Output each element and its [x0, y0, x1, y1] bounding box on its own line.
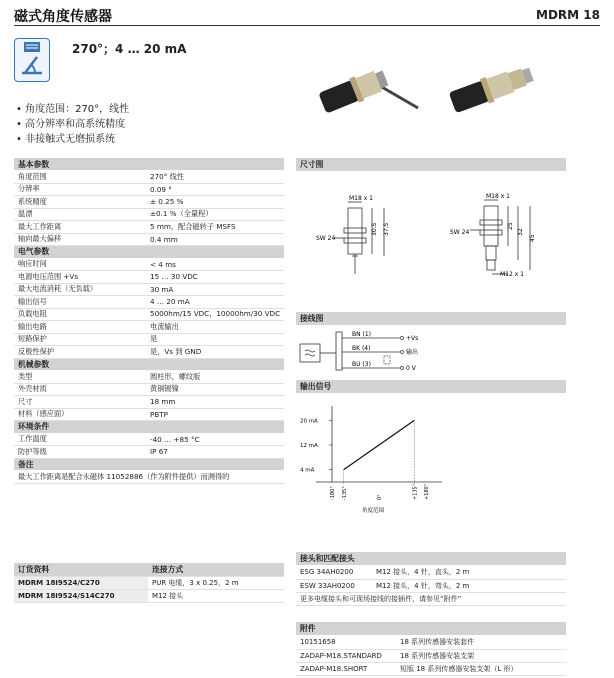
model-number: MDRM 18: [536, 8, 600, 22]
terminal-label: 0 V: [406, 365, 416, 372]
table-row: [296, 636, 566, 649]
spec-value: 电流输出: [146, 321, 284, 334]
spec-value: 18 mm: [146, 396, 284, 409]
x-tick-label: -180°: [330, 486, 336, 500]
right-connector-label: M12 x 1: [500, 271, 524, 278]
angle-sensor-icon: [14, 38, 50, 82]
spec-value: PBTP: [146, 408, 284, 421]
accessory-desc: 18 系列传感器安装支架: [396, 649, 566, 662]
terminal-label: +Vs: [406, 335, 419, 342]
connectors-table: [296, 566, 566, 606]
wire-label: BU (3): [352, 361, 371, 368]
chart-title: 输出信号: [296, 380, 566, 393]
spec-section: 环境条件: [14, 421, 284, 434]
table-row: [296, 592, 566, 605]
spec-value: 圆柱形，螺纹版: [146, 371, 284, 384]
accessory-desc: 18 系列传感器安装套件: [396, 636, 566, 649]
right-dim-3: 45: [529, 234, 536, 242]
connector-desc: M12 接头，4 针，直头，2 m: [372, 566, 566, 579]
output-signal-chart: [296, 400, 456, 520]
spec-key: 短路保护: [14, 333, 146, 346]
spec-key: 工作温度: [14, 433, 146, 446]
dimension-title: 尺寸图: [296, 158, 566, 171]
x-axis-label: 角度范围: [362, 508, 385, 514]
accessory-code: ZADAP-M18.STANDARD: [296, 649, 396, 662]
spec-key: 尺寸: [14, 396, 146, 409]
feature-item: • 非接触式无磨损系统: [16, 132, 129, 147]
x-tick-label: +135°: [412, 483, 419, 500]
spec-value: 是: [146, 333, 284, 346]
table-row: [14, 576, 284, 589]
spec-key: 轴向最大偏移: [14, 233, 146, 246]
spec-note: 最大工作距离是配合永磁体 11052886（作为附件提供）而测得的: [14, 471, 284, 484]
spec-value: 0.4 mm: [146, 233, 284, 246]
spec-key: 温漂: [14, 208, 146, 221]
spec-key: 反极性保护: [14, 346, 146, 359]
spec-key: 负载电阻: [14, 308, 146, 321]
y-tick-label: 12 mA: [300, 443, 318, 449]
connector-code: ESG 34AH0200: [296, 566, 372, 579]
spec-key: 系统精度: [14, 196, 146, 209]
order-connection: PUR 电缆，3 x 0.25，2 m: [148, 576, 284, 589]
order-connection: M12 接头: [148, 589, 284, 602]
spec-key: 电源电压范围 +Vs: [14, 271, 146, 284]
left-thread-label: M18 x 1: [349, 195, 373, 202]
spec-key: 最大工作距离: [14, 221, 146, 234]
order-code: MDRM 18I9524/S14C270: [14, 589, 148, 602]
spec-value: 0.09 °: [146, 183, 284, 196]
spec-key: 类型: [14, 371, 146, 384]
spec-value: 15 … 30 VDC: [146, 271, 284, 284]
right-dim-2: 32: [517, 228, 524, 236]
spec-value: -40 … +85 °C: [146, 433, 284, 446]
spec-key: 最大电流消耗（无负载）: [14, 283, 146, 296]
x-tick-label: 0°: [377, 494, 383, 500]
feature-item: • 高分辨率和高系统精度: [16, 117, 129, 132]
order-header: 订货资料: [14, 563, 148, 576]
left-dim-2: 37.5: [383, 222, 390, 236]
spec-key: 角度范围: [14, 171, 146, 184]
spec-section: 电气参数: [14, 246, 284, 259]
y-tick-label: 20 mA: [300, 418, 318, 425]
y-tick-label: 4 mA: [300, 467, 315, 474]
spec-key: 材料（感应面）: [14, 408, 146, 421]
series-line: [344, 420, 415, 469]
x-tick-label: +180°: [424, 483, 430, 500]
left-dim-1: 30.5: [371, 222, 378, 236]
sensor-connector-photo: [440, 50, 550, 126]
spec-key: 输出信号: [14, 296, 146, 309]
spec-value: 是，Vs 到 GND: [146, 346, 284, 359]
spec-section: 基本参数: [14, 158, 284, 171]
right-thread-label: M18 x 1: [486, 193, 510, 200]
feature-list: [16, 102, 129, 147]
spec-key: 响应时间: [14, 258, 146, 271]
spec-section: 备注: [14, 458, 284, 471]
accessories-title: 附件: [296, 622, 566, 635]
spec-value: 30 mA: [146, 283, 284, 296]
connectors-title: 接头和匹配接头: [296, 552, 566, 565]
spec-key: 分辨率: [14, 183, 146, 196]
spec-value: 5 mm，配合磁转子 MSFS: [146, 221, 284, 234]
terminal-label: 输出: [406, 349, 419, 356]
right-sw-label: SW 24: [450, 229, 470, 236]
wire-label: BN (1): [352, 331, 372, 338]
order-table: [14, 563, 284, 603]
spec-value: IP 67: [146, 446, 284, 459]
wiring-diagram: [296, 328, 496, 374]
spec-value: 270° 线性: [146, 171, 284, 184]
spec-table: [14, 158, 284, 484]
connectors-note: 更多电缆接头和可现场接线的接插件，请参见“附件”: [296, 592, 566, 605]
feature-item: • 角度范围：270°，线性: [16, 102, 129, 117]
dimension-drawing: [296, 176, 576, 294]
order-header: 连接方式: [148, 563, 284, 576]
spec-section: 机械参数: [14, 358, 284, 371]
page-header: [14, 4, 600, 26]
accessory-desc: 短版 18 系列传感器安装支架（L 形）: [396, 662, 566, 675]
x-tick-label: -135°: [341, 486, 348, 500]
spec-value: 黄铜镀镍: [146, 383, 284, 396]
sensor-cable-photo: [308, 42, 420, 126]
connector-desc: M12 接头，4 针，弯头，2 m: [372, 579, 566, 592]
table-row: [296, 579, 566, 592]
spec-key: 防护等级: [14, 446, 146, 459]
spec-value: 4 … 20 mA: [146, 296, 284, 309]
subtitle: 270°；4 … 20 mA: [72, 42, 187, 56]
right-dim-1: 25: [507, 222, 514, 230]
table-row: [296, 662, 566, 675]
table-row: [296, 566, 566, 579]
accessories-table: [296, 636, 566, 676]
wiring-title: 接线图: [296, 312, 566, 325]
accessory-code: ZADAP-M18.SHORT: [296, 662, 396, 675]
table-row: [14, 589, 284, 602]
wire-label: BK (4): [352, 345, 371, 352]
spec-value: 5000hm/15 VDC，10000hm/30 VDC: [146, 308, 284, 321]
accessory-code: 10151658: [296, 636, 396, 649]
page-title: 磁式角度传感器: [14, 9, 112, 25]
order-code: MDRM 18I9524/C270: [14, 576, 148, 589]
spec-value: ± 0.25 %: [146, 196, 284, 209]
connector-code: ESW 33AH0200: [296, 579, 372, 592]
spec-value: < 4 ms: [146, 258, 284, 271]
spec-key: 输出电路: [14, 321, 146, 334]
left-sw-label: SW 24: [316, 235, 336, 242]
spec-value: ±0.1 %（全量程）: [146, 208, 284, 221]
table-row: [296, 649, 566, 662]
spec-key: 外壳材质: [14, 383, 146, 396]
